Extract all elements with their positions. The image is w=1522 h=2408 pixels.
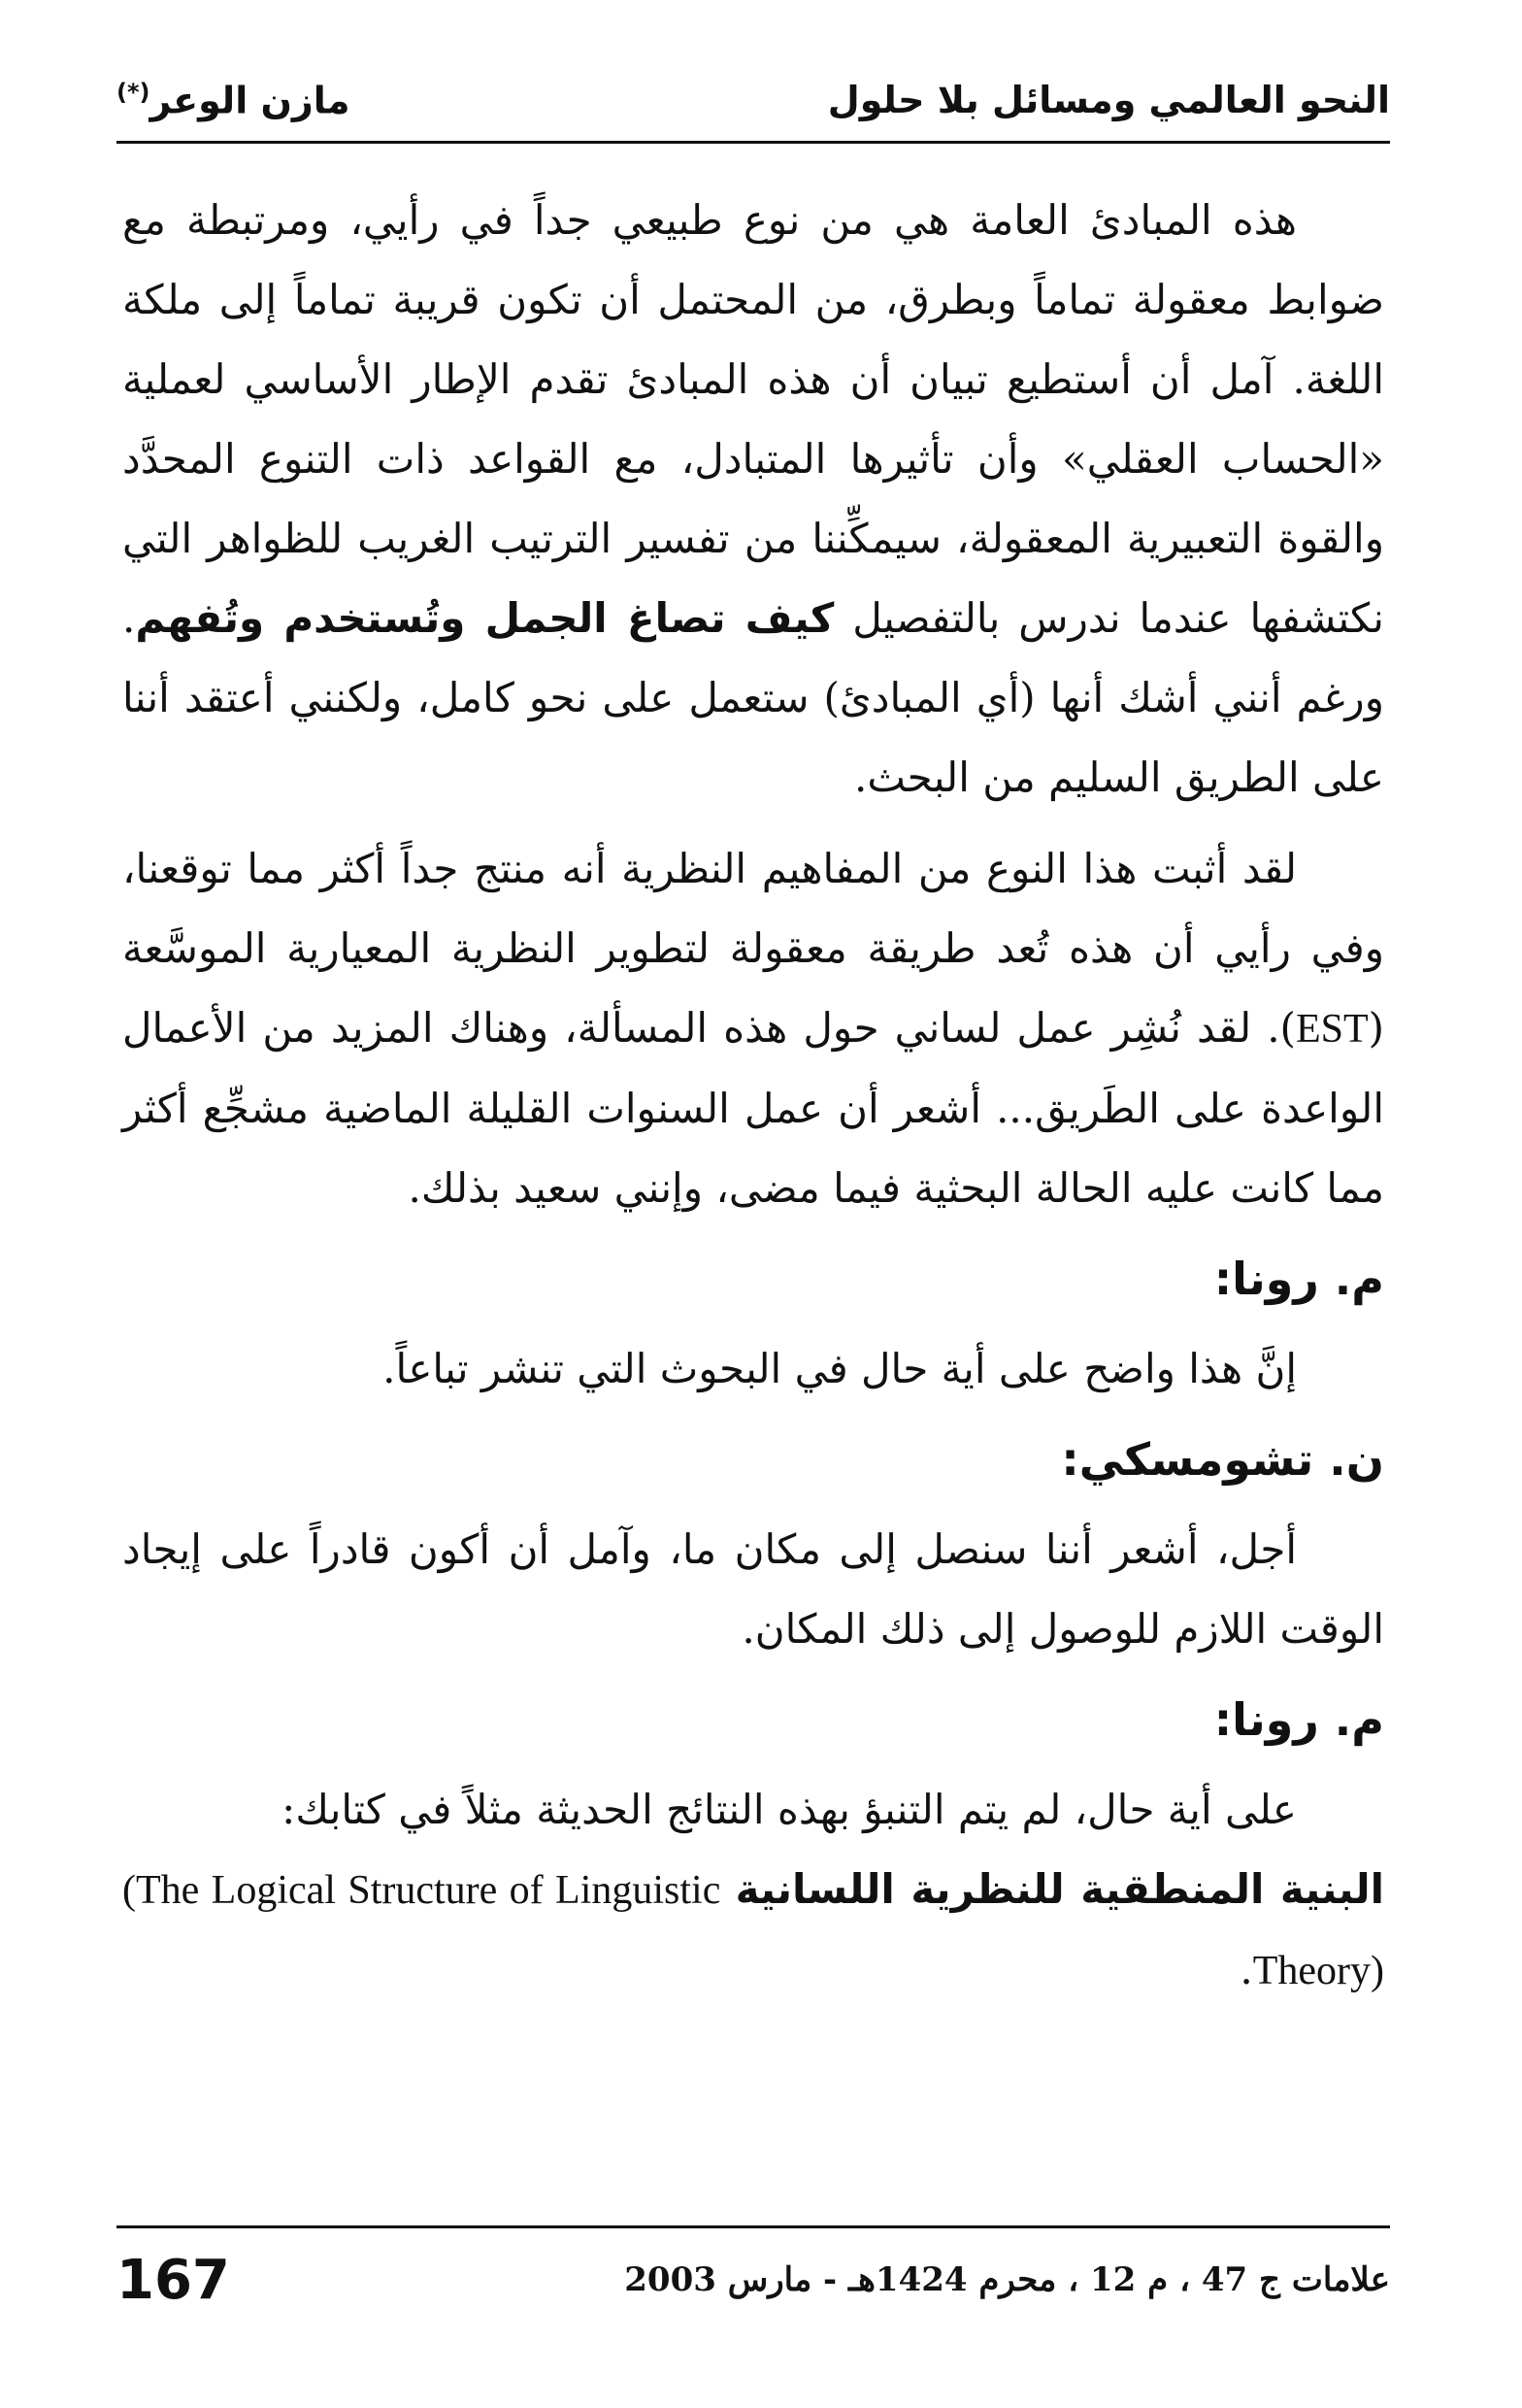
author-name [116, 79, 350, 122]
book-title-end: . [1240, 1946, 1253, 1993]
running-header [116, 56, 1390, 144]
paragraph-4: أجل، أشعر أننا سنصل إلى مكان ما، وآمل أن أكون قادراً على إيجاد الوقت اللازم للوصول إلى ذلك المكان. [122, 1525, 1384, 1653]
header-divider [116, 141, 1390, 144]
speaker-label: م. رونا: [1213, 1253, 1384, 1305]
paragraph-5: على أية حال، لم يتم التنبؤ بهذه النتائج الحديثة مثلاً في كتابك: [281, 1786, 1297, 1833]
paragraph-1 [122, 181, 1384, 818]
book-title-line [122, 1850, 1384, 2011]
paragraph-2-abbreviation: EST [1295, 1007, 1369, 1052]
footer-divider [116, 2225, 1390, 2228]
paragraph-3: إنَّ هذا واضح على أية حال في البحوث التي تنشر تباعاً. [382, 1345, 1297, 1392]
paragraph-2-text-a: لقد أثبت هذا النوع من المفاهيم النظرية أنه منتج جداً أكثر مما توقعنا، وفي رأيي أن هذه تُعد طريقة معقولة لتطوير النظرية المعيارية الموسَّعة ( [122, 845, 1384, 1052]
author-name-text: مازن الوعر [149, 79, 350, 122]
running-footer [116, 2241, 1390, 2319]
author-footnote-mark: (*) [116, 78, 150, 106]
paragraph-1-text-b: . ورغم أنني أشك أنها (أي المبادئ) ستعمل على نحو كامل، ولكنني أعتقد أننا على الطريق السليم من البحث. [122, 594, 1384, 801]
book-title-arabic: البنية المنطقية للنظرية اللسانية [735, 1865, 1384, 1913]
speaker-label: م. رونا: [1213, 1693, 1384, 1746]
speaker-label: ن. تشومسكي: [1061, 1433, 1384, 1486]
paragraph-1-bold-phrase: كيف تصاغ الجمل وتُستخدم وتُفهم [135, 594, 835, 642]
page-number: 167 [116, 2248, 230, 2312]
paragraph-1-text-a: هذه المبادئ العامة هي من نوع طبيعي جداً في رأيي، ومرتبطة مع ضوابط معقولة تماماً وبطرق، من المحتمل أن تكون قريبة تماماً إلى ملكة اللغة. آمل أن أستطيع تبيان أن هذه المبادئ تقدم الإطار الأساسي لعملية «الحساب العقلي» وأن تأثيرها المتبادل، مع القواعد ذات التنوع المحدَّد والقوة التعبيرية المعقولة، سيمكِّننا من تفسير الترتيب الغريب للظواهر التي نكتشفها عندما ندرس بالتفصيل [122, 196, 1384, 642]
article-title: النحو العالمي ومسائل بلا حلول [827, 79, 1390, 121]
journal-issue-info: علامات ج 47 ، م 12 ، محرم 1424هـ - مارس 2003 [624, 2260, 1390, 2299]
book-title-english: (The Logical Structure of Linguistic Theory) [122, 1868, 1384, 1993]
article-body [122, 181, 1384, 2011]
paragraph-2 [122, 829, 1384, 1228]
paragraph-2-text-b: ). لقد نُشِر عمل لساني حول هذه المسألة، وهناك المزيد من الأعمال الواعدة على الطَريق... أشعر أن عمل السنوات القليلة الماضية مشجِّع أكثر مما كانت عليه الحالة البحثية فيما مضى، وإنني سعيد بذلك. [122, 1004, 1384, 1212]
